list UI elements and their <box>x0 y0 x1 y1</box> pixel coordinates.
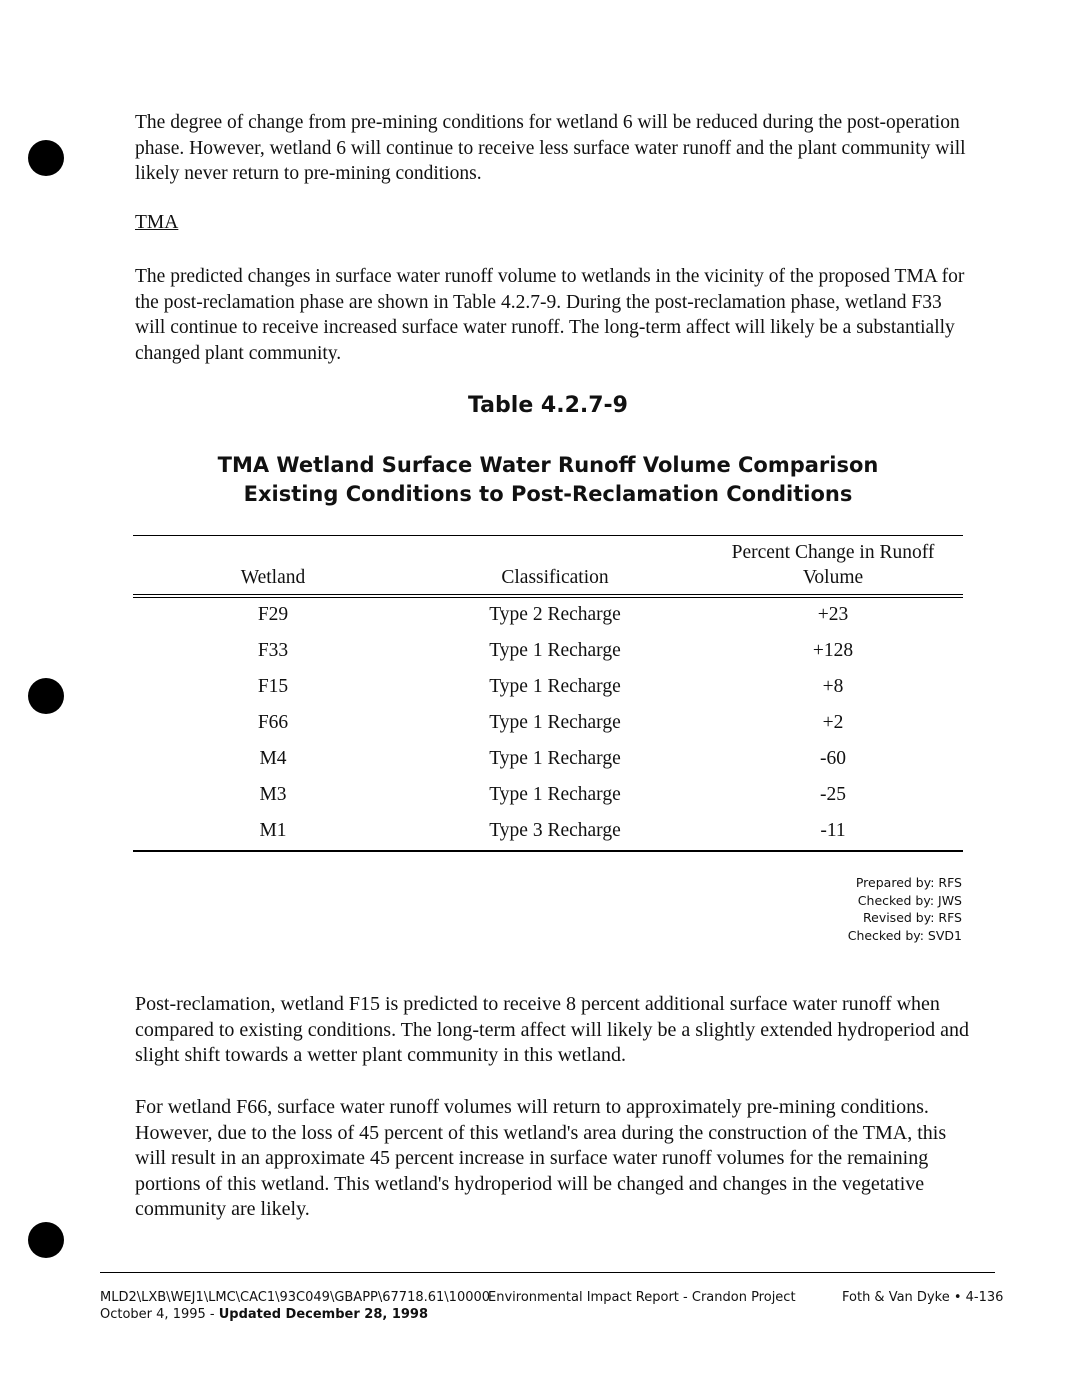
cell-percent-change: +8 <box>822 676 844 697</box>
checked-by: Checked by: JWS <box>857 892 962 908</box>
table-row <box>133 598 963 634</box>
footer-report-title: Environmental Impact Report - Crandon Project <box>488 1290 796 1305</box>
footer-dates <box>100 1306 428 1323</box>
footer-original-date: October 4, 1995 - <box>100 1307 219 1322</box>
cell-percent-change: -11 <box>820 820 846 841</box>
table-number: Table 4.2.7-9 <box>468 393 628 418</box>
footer-rule <box>100 1272 995 1273</box>
table-header-row <box>133 536 963 594</box>
checked-by-2: Checked by: SVD1 <box>847 927 962 943</box>
cell-wetland: M3 <box>259 784 287 805</box>
binder-hole-top <box>28 140 64 176</box>
runoff-table <box>133 535 963 852</box>
table-row <box>133 742 963 778</box>
cell-percent-change: -60 <box>820 748 846 769</box>
cell-classification: Type 1 Recharge <box>489 784 621 805</box>
paragraph-tma-intro: The predicted changes in surface water runoff volume to wetlands in the vicinity of the proposed TMA for the post-reclamation phase are shown in Table 4.2.7-9. During the post-reclamation phase, wetland F33 will continue to receive increased surface water runoff. The long-term affect will likely be a substantially changed plant community. <box>135 266 965 364</box>
revised-by: Revised by: RFS <box>863 910 962 925</box>
paragraph-wetland-6: The degree of change from pre-mining conditions for wetland 6 will be reduced during the post-operation phase. However, wetland 6 will continue to receive less surface water runoff and the plant community will likely never return to pre-mining conditions. <box>135 112 966 184</box>
header-percent-line1: Percent Change in Runoff <box>731 542 935 563</box>
cell-classification: Type 3 Recharge <box>489 820 621 841</box>
header-classification: Classification <box>501 567 609 588</box>
cell-wetland: F29 <box>257 604 289 625</box>
binder-hole-bottom <box>28 1222 64 1258</box>
footer-file-path: MLD2\LXB\WEJ1\LMC\CAC1\93C049\GBAPP\67718.61\10000 <box>100 1290 491 1305</box>
prepared-by: Prepared by: RFS <box>855 875 962 890</box>
header-percent-line2: Volume <box>802 567 864 588</box>
table-bottom-rule <box>133 850 963 852</box>
footer-firm-page-number: Foth & Van Dyke • 4-136 <box>842 1290 1004 1305</box>
cell-wetland: M4 <box>259 748 287 769</box>
cell-classification: Type 1 Recharge <box>489 712 621 733</box>
header-percent-change <box>693 540 973 590</box>
cell-percent-change: +128 <box>812 640 854 661</box>
table-row <box>133 814 963 850</box>
cell-wetland: F33 <box>257 640 289 661</box>
section-heading-tma: TMA <box>135 212 179 233</box>
table-title-line1: TMA Wetland Surface Water Runoff Volume Comparison <box>217 453 879 477</box>
prepared-by-block <box>848 874 962 944</box>
table-row <box>133 634 963 670</box>
cell-classification: Type 1 Recharge <box>489 640 621 661</box>
paragraph-wetland-f66: For wetland F66, surface water runoff volumes will return to approximately pre-mining conditions. However, due to the loss of 45 percent of this wetland's area during the construction of the TMA, this will result in an approximate 45 percent increase in surface water runoff volumes for the remaining portions of this wetland. This wetland's hydroperiod will be changed and changes in the vegetative community are likely. <box>135 1096 947 1220</box>
paragraph-wetland-f15: Post-reclamation, wetland F15 is predicted to receive 8 percent additional surface water runoff when compared to existing conditions. The long-term affect will likely be a slightly extended hydroperiod and slight shift towards a wetter plant community in this wetland. <box>135 993 970 1066</box>
cell-classification: Type 2 Recharge <box>489 604 621 625</box>
table-title-line2: Existing Conditions to Post-Reclamation Conditions <box>243 482 853 506</box>
binder-hole-middle <box>28 678 64 714</box>
header-wetland: Wetland <box>240 567 306 588</box>
cell-wetland: M1 <box>259 820 287 841</box>
cell-percent-change: +2 <box>822 712 844 733</box>
cell-percent-change: +23 <box>817 604 849 625</box>
table-row <box>133 670 963 706</box>
cell-wetland: F66 <box>257 712 289 733</box>
footer-updated-date: Updated December 28, 1998 <box>218 1307 429 1322</box>
table-row <box>133 778 963 814</box>
table-row <box>133 706 963 742</box>
cell-percent-change: -25 <box>820 784 846 805</box>
cell-classification: Type 1 Recharge <box>489 676 621 697</box>
cell-classification: Type 1 Recharge <box>489 748 621 769</box>
cell-wetland: F15 <box>257 676 289 697</box>
